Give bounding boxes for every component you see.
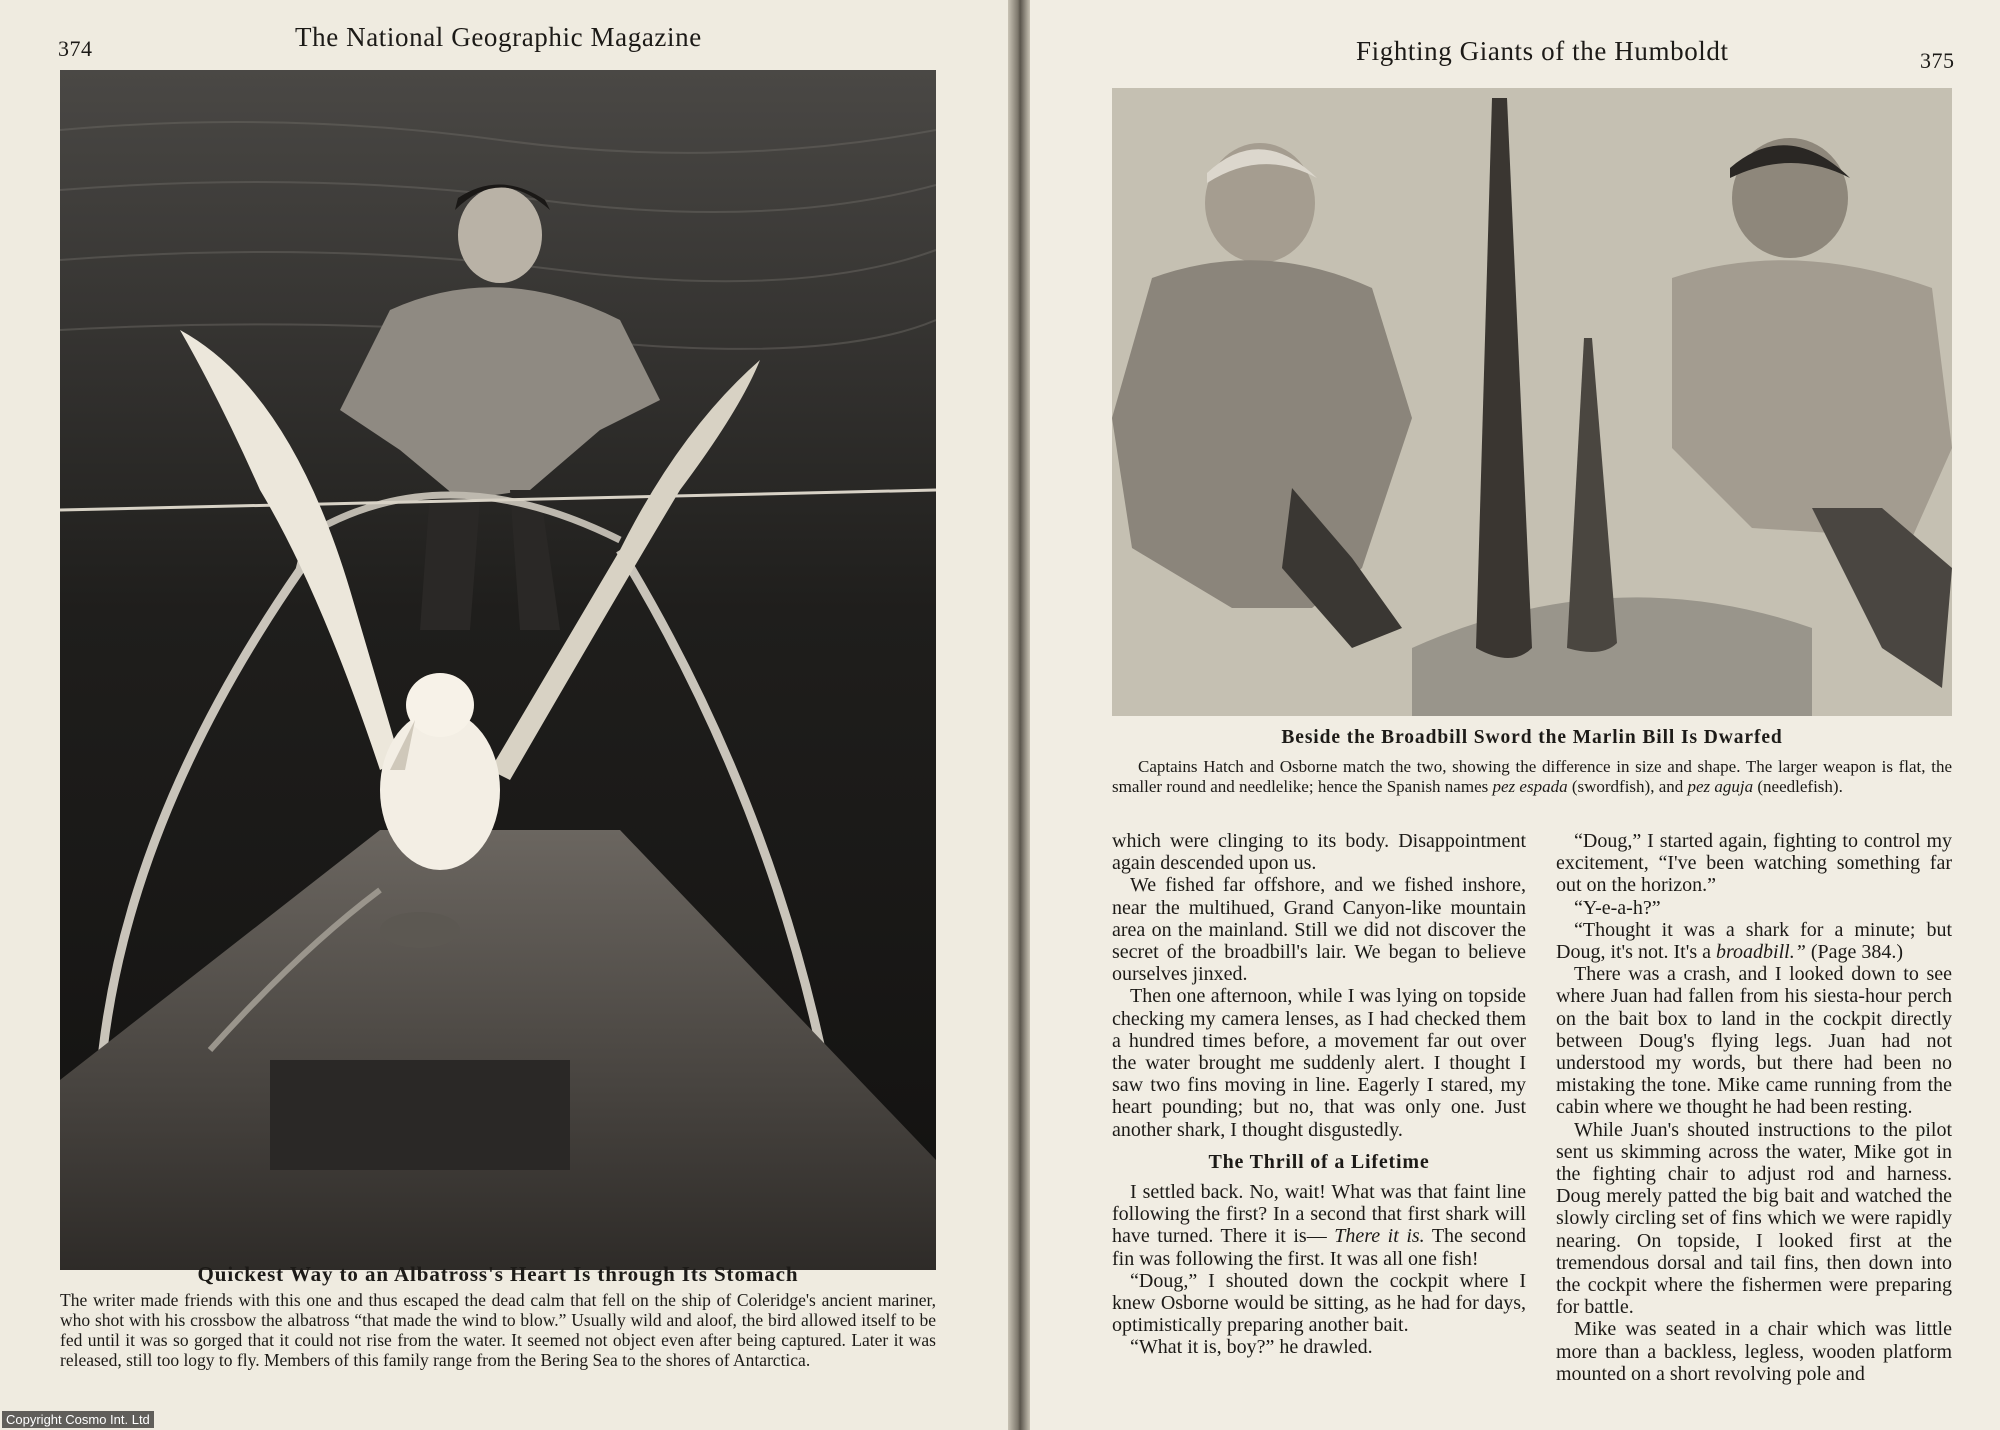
col2-text: (Page 384.) xyxy=(1810,941,1904,964)
caption-text-3: (needlefish). xyxy=(1757,777,1843,796)
albatross-photo-illustration xyxy=(60,70,936,1270)
right-page xyxy=(1030,0,2000,1430)
col2-paragraph: “Doug,” I started again, fighting to control my excitement, “I've been watching something far out on the horizon.” xyxy=(1556,830,1952,897)
col1-paragraph: “Doug,” I shouted down the cockpit where I knew Osborne would be sitting, as he had for days, optimistically preparing another bait. xyxy=(1112,1269,1526,1337)
col1-paragraph xyxy=(1112,1181,1526,1270)
left-photo-caption-body: The writer made friends with this one and thus escaped the dead calm that fell on the ship of Coleridge's ancient mariner, who shot with his crossbow the albatross “that made the wind to blow.” Usually wild and aloof, the bird allowed itself to be fed until it was so gorged that it could not rise from the water. It seemed not object even after being captured. Later it was released, still too logy to fly. Members of this family range from the Bering Sea to the shores of Antarctica. xyxy=(60,1290,936,1370)
left-photo-caption-title: Quickest Way to an Albatross's Heart Is through Its Stomach xyxy=(197,1262,799,1286)
right-photo-caption-body xyxy=(1112,757,1952,797)
swords-photo-illustration xyxy=(1112,88,1952,716)
col2-italic: broadbill.” xyxy=(1715,941,1806,964)
book-gutter xyxy=(1008,0,1030,1430)
swords-photo xyxy=(1112,88,1952,716)
running-head-right: Fighting Giants of the Humboldt xyxy=(1356,36,1729,66)
col2-paragraph: There was a crash, and I looked down to see where Juan had fallen from his siesta-hour perch on the bait box to land in the cockpit directly between Doug's flying legs. Juan had not understood my words, but there had been no mistaking the tone. Mike came running from the cabin where we thought he had been resting. xyxy=(1556,963,1952,1119)
caption-text-2: (swordfish), and xyxy=(1571,777,1684,796)
page-number-right: 375 xyxy=(1920,48,1955,73)
col2-paragraph: Mike was seated in a chair which was little more than a backless, legless, wooden platform mounted on a short revolving pole and xyxy=(1556,1318,1952,1385)
col1-paragraph: We fished far offshore, and we fished inshore, near the multihued, Grand Canyon-like mountain area on the mainland. Still we did not discover the secret of the broadbill's lair. We began to believe ourselves jinxed. xyxy=(1112,874,1526,986)
article-column-2 xyxy=(1556,830,1952,1385)
running-head-left: The National Geographic Magazine xyxy=(295,22,702,52)
col2-paragraph: While Juan's shouted instructions to the pilot sent us skimming across the water, Mike got in the fighting chair to adjust rod and harness. Doug merely patted the big bait and watched the slowly circling set of fins which we were rapidly nearing. On topside, I looked first at the tremendous dorsal and tail fins, then down into the cockpit where the fishermen were preparing for battle. xyxy=(1556,1118,1952,1319)
col1-paragraph: Then one afternoon, while I was lying on topside checking my camera lenses, as I had checked them a hundred times before, a movement far out over the water brought me suddenly alert. I thought I saw two fins moving in line. Eagerly I stared, my heart pounding; but no, that was only one. Just another shark, I thought disgustedly. xyxy=(1112,985,1526,1141)
col2-paragraph: “Y-e-a-h?” xyxy=(1574,896,1661,919)
col1-text: I settled back. No, wait! What was that faint line following the first? In a second that first shark will have turned. There it is— xyxy=(1112,1181,1526,1248)
col1-italic: There it is. xyxy=(1334,1225,1425,1248)
caption-text-1: Captains Hatch and Osborne match the two, showing the difference in size and shape. The larger weapon is flat, the smaller round and needlelike; hence the Spanish names xyxy=(1112,757,1952,796)
col1-text: The second fin was following the first. It was all one fish! xyxy=(1112,1225,1527,1270)
albatross-photo xyxy=(60,70,936,1270)
copyright-watermark: Copyright Cosmo Int. Ltd xyxy=(2,1411,154,1428)
caption-term-pez-aguja: pez aguja xyxy=(1687,777,1754,796)
col2-paragraph xyxy=(1556,919,1952,963)
right-photo-caption-title: Beside the Broadbill Sword the Marlin Bill Is Dwarfed xyxy=(1281,727,1783,748)
page-number-left: 374 xyxy=(58,36,93,61)
col2-text: “Thought it was a shark for a minute; but Doug, it's not. It's a xyxy=(1556,918,1952,964)
col1-paragraph: “What it is, boy?” he drawled. xyxy=(1130,1336,1373,1359)
section-subhead: The Thrill of a Lifetime xyxy=(1208,1150,1430,1173)
article-column-1 xyxy=(1112,830,1526,1359)
col1-paragraph: which were clinging to its body. Disappointment again descended upon us. xyxy=(1112,830,1526,875)
caption-term-pez-espada: pez espada xyxy=(1492,777,1568,796)
